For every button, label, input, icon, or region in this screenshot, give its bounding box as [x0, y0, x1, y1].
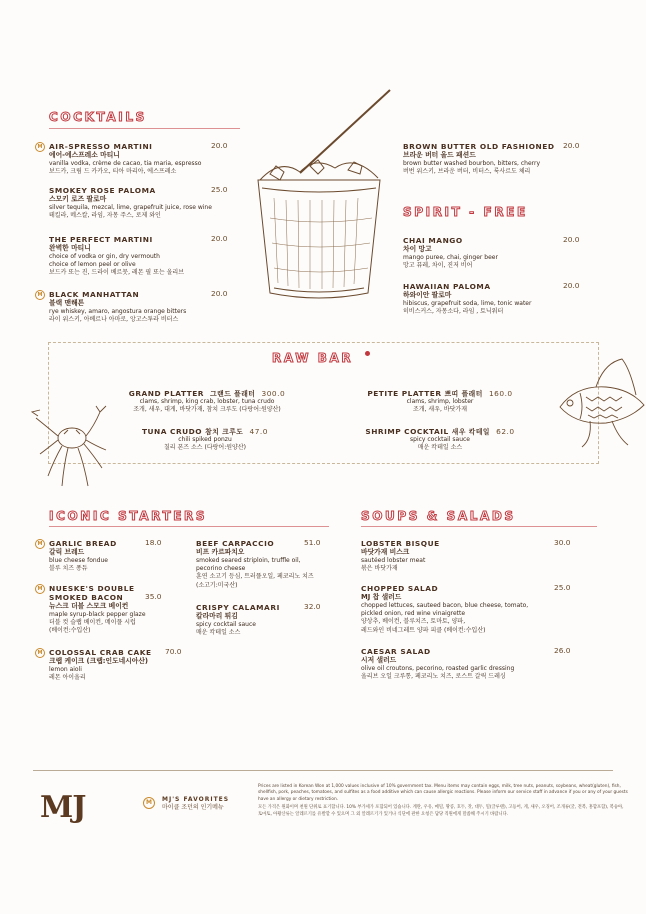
menu-item	[361, 539, 576, 573]
item-desc: 망고 퓨레, 차이, 진저 비어	[403, 262, 473, 270]
item-price: 300.0	[261, 389, 286, 398]
item-desc: silver tequila, mezcal, lime, grapefruit juice, rose wine	[49, 204, 212, 211]
item-desc: (소고기:미국산)	[196, 581, 238, 589]
item-desc: 더블 컷 슬랩 베이컨, 메이플 시럽	[49, 619, 136, 627]
item-price: 20.0	[563, 235, 580, 244]
mj-favorite-icon: M	[143, 797, 155, 809]
item-price: 20.0	[211, 289, 228, 298]
item-desc: 히비스커스, 자몽소다, 라임 , 토닉워터	[403, 308, 504, 316]
item-name: BEEF CARPACCIO	[196, 539, 275, 548]
item-name-ko: 갈릭 브레드	[49, 548, 85, 556]
item-name: AIR-SPRESSO MARTINI	[49, 142, 153, 151]
item-name: TUNA CRUDO	[142, 427, 203, 436]
menu-item	[196, 603, 331, 637]
favorites-label-ko: 마이클 조던의 인기메뉴	[162, 804, 224, 811]
spirit-free-heading: SPIRIT - FREE	[403, 205, 528, 219]
item-price: 62.0	[496, 427, 515, 436]
item-price: 20.0	[563, 281, 580, 290]
raw-bar-item	[130, 428, 280, 453]
item-name-ko: 참치 크루도	[205, 428, 244, 436]
item-price: 20.0	[211, 234, 228, 243]
item-price: 32.0	[304, 602, 321, 611]
item-price: 160.0	[488, 389, 513, 398]
item-desc: spicy cocktail sauce	[196, 621, 256, 628]
menu-item	[49, 186, 229, 220]
mj-favorite-icon: M	[35, 648, 45, 658]
item-desc: 테킬라, 메스칼, 라임, 자몽 주스, 로제 와인	[49, 212, 161, 220]
item-desc: 보드카, 크림 드 카카오, 티아 마리아, 에스프레소	[49, 168, 177, 176]
item-desc: 훈연 소고기 등심, 트러플오일, 페코리노 치즈	[196, 573, 314, 581]
item-desc: chili spiked ponzu	[178, 436, 232, 444]
item-name: COLOSSAL CRAB CAKE	[49, 648, 152, 657]
menu-item	[361, 584, 576, 635]
crab-illustration	[28, 398, 110, 494]
item-desc: 볶은 바닷가재	[361, 565, 398, 573]
item-desc: clams, shrimp, king crab, lobster, tuna crudo	[139, 398, 275, 406]
item-name: BLACK MANHATTAN	[49, 290, 140, 299]
item-price: 20.0	[563, 141, 580, 150]
menu-item	[49, 235, 229, 278]
item-desc: hibiscus, grapefruit soda, lime, tonic water	[403, 300, 532, 307]
item-desc: brown butter washed bourbon, bitters, cherry	[403, 160, 541, 167]
raw-bar-item	[112, 390, 302, 415]
item-name: GRAND PLATTER	[128, 389, 204, 398]
raw-bar-heading: RAW BAR	[272, 351, 354, 365]
cocktail-glass-illustration	[240, 88, 400, 308]
item-price: 25.0	[554, 583, 571, 592]
item-desc: 레몬 아이올리	[49, 674, 86, 682]
item-desc: 매운 칵테일 소스	[196, 629, 241, 637]
item-desc: vanilla vodka, crème de cacao, tia maria, espresso	[49, 160, 202, 167]
item-price: 25.0	[211, 185, 228, 194]
item-desc: pickled onion, red wine vinaigrette	[361, 610, 466, 618]
favorites-legend	[162, 796, 229, 812]
favorites-label-en: MJ'S FAVORITES	[162, 796, 230, 803]
item-price: 26.0	[554, 646, 571, 655]
item-price: 35.0	[145, 592, 162, 601]
mj-favorite-icon: M	[35, 584, 45, 594]
menu-item	[403, 282, 583, 316]
item-desc: 올리브 오일 크루통, 페코리노 치즈, 로스트 갈릭 드레싱	[361, 673, 506, 681]
item-desc: lemon aioli	[49, 666, 82, 673]
item-price: 18.0	[145, 538, 162, 547]
item-name: CHOPPED SALAD	[361, 584, 439, 593]
item-desc: 매운 칵테일 소스	[417, 444, 463, 452]
item-desc: choice of vodka or gin, dry vermouth	[49, 253, 160, 260]
menu-item	[37, 647, 189, 682]
item-desc: 조개, 새우, 바닷가재	[413, 406, 467, 414]
item-name: GARLIC BREAD	[49, 539, 117, 548]
item-desc: chopped lettuces, sauteed bacon, blue cheese, tomato,	[361, 602, 529, 609]
item-desc: 양상추, 베이컨, 블루치즈, 토마토, 양파,	[361, 618, 466, 626]
item-name-ko: 크랩 케이크 (크랩:인도네시아산)	[49, 657, 149, 665]
item-desc: 버번 위스키, 브라운 버터, 비터스, 룩사르도 체리	[403, 168, 531, 176]
fish-illustration	[556, 355, 646, 455]
item-desc: (베이컨:수입산)	[49, 627, 91, 635]
item-price: 70.0	[165, 647, 182, 656]
item-name: CRISPY CALAMARI	[196, 603, 280, 612]
item-name-ko: MJ 찹 샐러드	[361, 593, 402, 601]
item-desc: rye whiskey, amaro, angostura orange bitters	[49, 308, 187, 315]
mj-favorite-icon: M	[35, 142, 45, 152]
item-name: PETITE PLATTER	[367, 389, 442, 398]
item-name-ko: 완벽한 마티니	[49, 244, 91, 252]
item-name-ko: 바닷가재 비스크	[361, 548, 410, 556]
item-name: CAESAR SALAD	[361, 647, 431, 656]
item-name: NUESKE'S DOUBLE	[49, 584, 135, 593]
item-name-ko: 시저 샐러드	[361, 656, 397, 664]
item-price: 51.0	[304, 538, 321, 547]
footer-divider	[33, 770, 613, 771]
item-desc: 조개, 새우, 대게, 바닷가재, 참치 크루도 (다랑어:원양산)	[133, 406, 281, 414]
raw-bar-item	[355, 428, 525, 453]
item-name-ko: 블랙 맨해튼	[49, 299, 85, 307]
allergy-notice-en: Prices are listed in Korean Won at 1,000 values inclusive of 10% government tax. Menu items may contain eggs, milk, tree nuts, peanuts, soybeans, wheat(gluten), fish, shellfish, pork, peaches, tomatoes, and sulfites as a food additive which can cause allergic reactions. Please inform our service staff in advance if you or any of your guests have an allergy or dietary restriction.	[258, 784, 628, 802]
item-desc: 보드카 또는 진, 드라이 베르뭇, 레몬 필 또는 올리브	[49, 269, 184, 277]
item-desc: 블루 치즈 퐁듀	[49, 565, 88, 573]
soups-salads-heading: SOUPS & SALADS	[361, 509, 516, 523]
item-name-ko: 쁘띠 플래터	[444, 390, 483, 398]
item-name-ko: 하와이안 팔로마	[403, 291, 452, 299]
menu-item	[37, 538, 164, 573]
cocktails-rule	[49, 128, 240, 129]
item-name: SHRIMP COCKTAIL	[365, 427, 449, 436]
starters-rule	[49, 526, 329, 527]
item-name-ko: 칼라마리 튀김	[196, 612, 238, 620]
item-desc: blue cheese fondue	[49, 557, 108, 564]
allergy-notice	[258, 784, 628, 818]
item-name-line2: SMOKED BACON	[49, 593, 124, 602]
menu-item	[403, 236, 583, 270]
item-name-ko: 브라운 버터 올드 패션드	[403, 151, 476, 159]
allergy-notice-ko: 모든 가격은 원화이며 천원 단위로 표기합니다. 10% 부가세가 포함되어 있습니다. 계란, 우유, 메밀, 땅콩, 호두, 잣, 대두, 밀(글루텐), 고등어, 게, 새우, 오징어, 조개류(굴, 전복, 홍합포함), 복숭아, 토마토, 아황산류는 알레르기를 유발할 수 있으며 그 외 알레르기가 있거나 식단에 관한 요청은 담당 직원에게 말씀해 주시기 바랍니다.	[258, 805, 624, 817]
item-desc: clams, shrimp, lobster	[406, 398, 474, 406]
item-name: CHAI MANGO	[403, 236, 463, 245]
item-desc: olive oil croutons, pecorino, roasted garlic dressing	[361, 665, 515, 672]
menu-item	[361, 647, 576, 681]
item-price: 47.0	[249, 427, 268, 436]
item-desc: smoked seared striploin, truffle oil,	[196, 557, 301, 564]
item-name-ko: 에어-에스프레소 마티니	[49, 151, 120, 159]
menu-item	[37, 584, 179, 636]
item-desc: choice of lemon peel or olive	[49, 261, 136, 269]
item-name: THE PERFECT MARTINI	[49, 235, 153, 244]
menu-item	[403, 142, 583, 176]
mj-favorite-icon: M	[35, 290, 45, 300]
cocktails-heading: COCKTAILS	[49, 110, 147, 124]
item-name-ko: 비프 카르파치오	[196, 548, 245, 556]
item-price: 20.0	[211, 141, 228, 150]
item-name-ko: 그랜드 플래터	[210, 390, 256, 398]
item-name-ko: 차이 망고	[403, 245, 432, 253]
raw-bar-item	[355, 390, 525, 415]
item-desc: 레드와인 비네그레트 양파 피클 (베이컨:수입산)	[361, 626, 486, 634]
item-name-ko: 스모키 로즈 팔로마	[49, 195, 107, 203]
item-desc: sautéed lobster meat	[361, 557, 426, 564]
item-name-ko: 새우 칵테일	[451, 428, 490, 436]
item-desc: pecorino cheese	[196, 565, 246, 573]
item-name: BROWN BUTTER OLD FASHIONED	[403, 142, 555, 151]
item-price: 30.0	[554, 538, 571, 547]
item-desc: spicy cocktail sauce	[410, 436, 470, 444]
menu-item	[37, 289, 229, 324]
menu-item	[196, 539, 331, 590]
soups-rule	[361, 526, 597, 527]
menu-item	[37, 141, 229, 176]
starters-heading: ICONIC STARTERS	[49, 509, 208, 523]
item-name: HAWAIIAN PALOMA	[403, 282, 491, 291]
mj-favorite-icon: M	[35, 539, 45, 549]
mj-logo: MJ	[40, 790, 86, 825]
item-desc: 라이 위스키, 아베르나 아마로, 앙고스투라 비터스	[49, 316, 179, 324]
item-desc: maple syrup-black pepper glaze	[49, 611, 146, 618]
item-name: LOBSTER BISQUE	[361, 539, 440, 548]
item-desc: 칠리 폰즈 소스 (다랑어:원양산)	[164, 444, 246, 452]
item-name-ko: 뉴스크 더블 스모크 베이컨	[49, 602, 129, 610]
raw-bar-dot-icon	[365, 351, 370, 356]
item-name: SMOKEY ROSE PALOMA	[49, 186, 156, 195]
item-desc: mango puree, chai, ginger beer	[403, 254, 498, 261]
